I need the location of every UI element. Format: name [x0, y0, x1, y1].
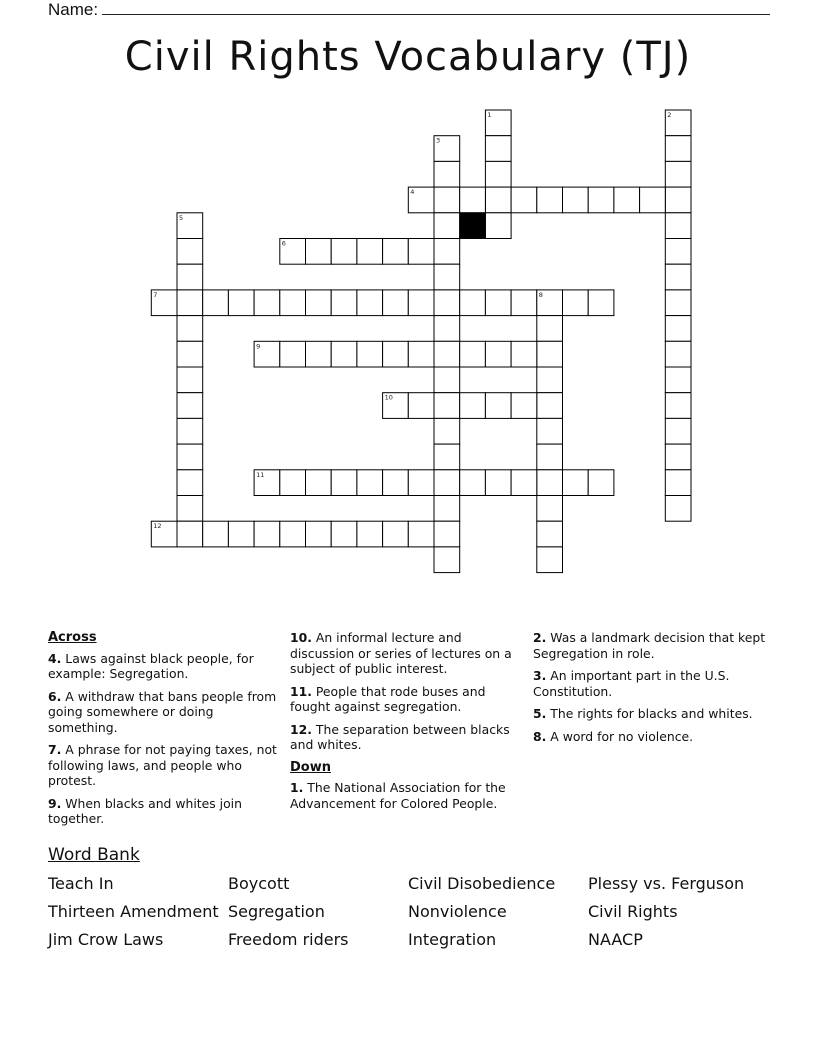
clue-across-6: 6. A withdraw that bans people from going somewhere or doing something. — [48, 688, 277, 735]
word-bank-item: Boycott — [228, 874, 290, 893]
cell-number-7: 7 — [153, 290, 158, 299]
crossword-cell[interactable] — [665, 496, 691, 522]
crossword-cell[interactable] — [228, 290, 254, 316]
word-bank-item: Freedom riders — [228, 930, 349, 949]
crossword-cell[interactable] — [665, 213, 691, 239]
clue-across-9: 9. When blacks and whites join together. — [48, 795, 242, 826]
crossword-cell[interactable] — [280, 521, 306, 547]
across-heading: Across — [48, 630, 97, 645]
crossword-cell[interactable] — [434, 264, 460, 290]
crossword-cell[interactable] — [537, 418, 563, 444]
crossword-cell[interactable] — [563, 290, 589, 316]
crossword-cell[interactable] — [665, 316, 691, 342]
cell-number-1: 1 — [487, 111, 492, 119]
clue-across-12: 12. The separation between blacks and whites. — [290, 721, 510, 752]
page-title: Civil Rights Vocabulary (TJ) — [124, 34, 692, 80]
clues-column-3 — [533, 630, 768, 751]
crossword-cell[interactable] — [537, 187, 563, 213]
crossword-cell[interactable] — [434, 290, 460, 316]
crossword-cell[interactable] — [665, 239, 691, 265]
cell-number-6: 6 — [281, 239, 286, 248]
crossword-cell[interactable] — [383, 290, 409, 316]
crossword-cell[interactable] — [203, 290, 229, 316]
black-cell — [460, 213, 486, 239]
crossword-cell[interactable] — [665, 264, 691, 290]
name-label: Name: — [48, 0, 99, 19]
crossword-cell[interactable] — [408, 521, 434, 547]
word-bank-item: NAACP — [588, 930, 643, 949]
clue-across-10: 10. An informal lecture and discussion or series of lectures on a subject of public interest. — [290, 630, 512, 676]
crossword-cell[interactable] — [665, 136, 691, 162]
crossword-cell[interactable] — [306, 521, 332, 547]
crossword-cell[interactable] — [177, 290, 203, 316]
crossword-cell[interactable] — [331, 341, 357, 367]
word-bank-heading: Word Bank — [48, 845, 140, 865]
cell-number-12: 12 — [153, 522, 162, 531]
word-bank-item: Nonviolence — [408, 902, 507, 921]
crossword-cell[interactable] — [563, 187, 589, 213]
cell-number-5: 5 — [179, 213, 184, 222]
crossword-cell[interactable] — [537, 470, 563, 496]
crossword-cell[interactable] — [434, 470, 460, 496]
clue-down-3: 3. An important part in the U.S. Constitution. — [533, 668, 730, 699]
word-bank-item: Segregation — [228, 902, 325, 921]
crossword-cell[interactable] — [434, 418, 460, 444]
crossword-cell[interactable] — [537, 444, 563, 470]
crossword-cell[interactable] — [280, 341, 306, 367]
clue-down-1: 1. The National Association for the Advancement for Colored People. — [290, 780, 506, 811]
crossword-cell[interactable] — [408, 290, 434, 316]
clue-down-5: 5. The rights for blacks and whites. — [533, 706, 753, 721]
crossword-cell[interactable] — [408, 341, 434, 367]
crossword-cell[interactable] — [408, 393, 434, 419]
clue-across-4: 4. Laws against black people, for example: Segregation. — [48, 650, 254, 681]
crossword-cell[interactable] — [306, 341, 332, 367]
crossword-cell[interactable] — [434, 444, 460, 470]
crossword-cell[interactable] — [665, 367, 691, 393]
cell-number-10: 10 — [384, 393, 393, 402]
crossword-cell[interactable] — [485, 341, 511, 367]
crossword-cell[interactable] — [357, 290, 383, 316]
crossword-cell[interactable] — [485, 187, 511, 213]
crossword-cell[interactable] — [460, 341, 486, 367]
cell-number-9: 9 — [256, 342, 261, 351]
crossword-cell[interactable] — [485, 136, 511, 162]
crossword-cell[interactable] — [537, 367, 563, 393]
clue-down-8: 8. A word for no violence. — [533, 728, 694, 744]
crossword-cell[interactable] — [537, 521, 563, 547]
cell-number-4: 4 — [410, 188, 415, 197]
crossword-cell[interactable] — [460, 187, 486, 213]
word-bank-item: Civil Disobedience — [408, 874, 556, 893]
crossword-cell[interactable] — [434, 213, 460, 239]
crossword-cell[interactable] — [460, 393, 486, 419]
crossword-cell[interactable] — [177, 444, 203, 470]
crossword-cell[interactable] — [485, 470, 511, 496]
word-bank-row — [48, 930, 768, 958]
clue-down-2: 2. Was a landmark decision that kept Segregation in role. — [533, 630, 766, 661]
crossword-cell[interactable] — [588, 290, 614, 316]
word-bank-row — [48, 902, 768, 930]
crossword-cell[interactable] — [177, 418, 203, 444]
crossword-cell[interactable] — [537, 496, 563, 522]
crossword-cell[interactable] — [665, 393, 691, 419]
crossword-cell[interactable] — [434, 393, 460, 419]
crossword-cell[interactable] — [665, 418, 691, 444]
crossword-cell[interactable] — [306, 470, 332, 496]
crossword-cell[interactable] — [177, 341, 203, 367]
crossword-cell[interactable] — [177, 239, 203, 265]
crossword-cell[interactable] — [434, 367, 460, 393]
cell-number-11: 11 — [256, 470, 265, 479]
crossword-cell[interactable] — [383, 341, 409, 367]
word-bank-item: Plessy vs. Ferguson — [588, 874, 745, 893]
crossword-cell[interactable] — [177, 264, 203, 290]
clues-column-1 — [48, 630, 280, 834]
crossword-cell[interactable] — [434, 161, 460, 187]
crossword-cell[interactable] — [511, 393, 537, 419]
crossword-cell[interactable] — [511, 470, 537, 496]
cell-number-2: 2 — [667, 111, 672, 119]
crossword-cell[interactable] — [177, 521, 203, 547]
crossword-cell[interactable] — [537, 547, 563, 573]
crossword-cell[interactable] — [408, 239, 434, 265]
crossword-cell[interactable] — [383, 239, 409, 265]
crossword-cell[interactable] — [614, 187, 640, 213]
crossword-cell[interactable] — [408, 470, 434, 496]
crossword-cell[interactable] — [665, 290, 691, 316]
crossword-cell[interactable] — [537, 341, 563, 367]
crossword-cell[interactable] — [357, 470, 383, 496]
crossword-cell[interactable] — [177, 496, 203, 522]
crossword-cell[interactable] — [511, 341, 537, 367]
crossword-cell[interactable] — [434, 187, 460, 213]
crossword-cell[interactable] — [331, 470, 357, 496]
word-bank-item: Teach In — [48, 874, 114, 893]
crossword-cell[interactable] — [665, 161, 691, 187]
crossword-cell[interactable] — [331, 239, 357, 265]
crossword-cell[interactable] — [434, 239, 460, 265]
word-bank-row — [48, 874, 768, 902]
crossword-cell[interactable] — [563, 470, 589, 496]
crossword-cell[interactable] — [280, 470, 306, 496]
cell-number-3: 3 — [436, 136, 441, 145]
crossword-cell[interactable] — [383, 470, 409, 496]
crossword-cell[interactable] — [434, 341, 460, 367]
crossword-cell[interactable] — [665, 444, 691, 470]
clue-across-7: 7. A phrase for not paying taxes, not following laws, and people who protest. — [48, 742, 277, 788]
word-bank-item: Thirteen Amendment — [48, 902, 219, 921]
crossword-cell[interactable] — [177, 367, 203, 393]
clues-column-2 — [290, 630, 528, 818]
crossword-cell[interactable] — [177, 316, 203, 342]
crossword-cell[interactable] — [537, 316, 563, 342]
crossword-cell[interactable] — [177, 393, 203, 419]
crossword-cell[interactable] — [588, 470, 614, 496]
clue-across-11: 11. People that rode buses and fought against segregation. — [290, 683, 486, 714]
crossword-cell[interactable] — [280, 290, 306, 316]
crossword-cell[interactable] — [460, 290, 486, 316]
crossword-cell[interactable] — [177, 470, 203, 496]
crossword-cell[interactable] — [665, 187, 691, 213]
crossword-cell[interactable] — [357, 521, 383, 547]
crossword-cell[interactable] — [306, 239, 332, 265]
crossword-cell[interactable] — [665, 470, 691, 496]
crossword-cell[interactable] — [254, 521, 280, 547]
crossword-cell[interactable] — [485, 290, 511, 316]
crossword-cell[interactable] — [331, 290, 357, 316]
cell-number-8: 8 — [538, 290, 543, 299]
crossword-cell[interactable] — [357, 341, 383, 367]
word-bank — [48, 874, 768, 958]
crossword-cell[interactable] — [357, 239, 383, 265]
down-heading: Down — [290, 759, 331, 775]
crossword-cell[interactable] — [588, 187, 614, 213]
crossword-cell[interactable] — [331, 521, 357, 547]
crossword-cell[interactable] — [434, 547, 460, 573]
crossword-cell[interactable] — [460, 470, 486, 496]
crossword-cell[interactable] — [434, 521, 460, 547]
crossword-cell[interactable] — [434, 496, 460, 522]
crossword-cell[interactable] — [640, 187, 666, 213]
crossword-cell[interactable] — [511, 290, 537, 316]
crossword-cell[interactable] — [485, 161, 511, 187]
crossword-cell[interactable] — [485, 213, 511, 239]
crossword-cell[interactable] — [665, 341, 691, 367]
word-bank-item: Integration — [408, 930, 497, 949]
crossword-cell[interactable] — [203, 521, 229, 547]
crossword-cell[interactable] — [228, 521, 254, 547]
crossword-cell[interactable] — [434, 316, 460, 342]
crossword-cell[interactable] — [485, 393, 511, 419]
crossword-cell[interactable] — [537, 393, 563, 419]
crossword-cell[interactable] — [254, 290, 280, 316]
word-bank-item: Civil Rights — [588, 902, 678, 921]
crossword-cell[interactable] — [511, 187, 537, 213]
crossword-cell[interactable] — [306, 290, 332, 316]
crossword-cell[interactable] — [383, 521, 409, 547]
word-bank-item: Jim Crow Laws — [48, 930, 164, 949]
